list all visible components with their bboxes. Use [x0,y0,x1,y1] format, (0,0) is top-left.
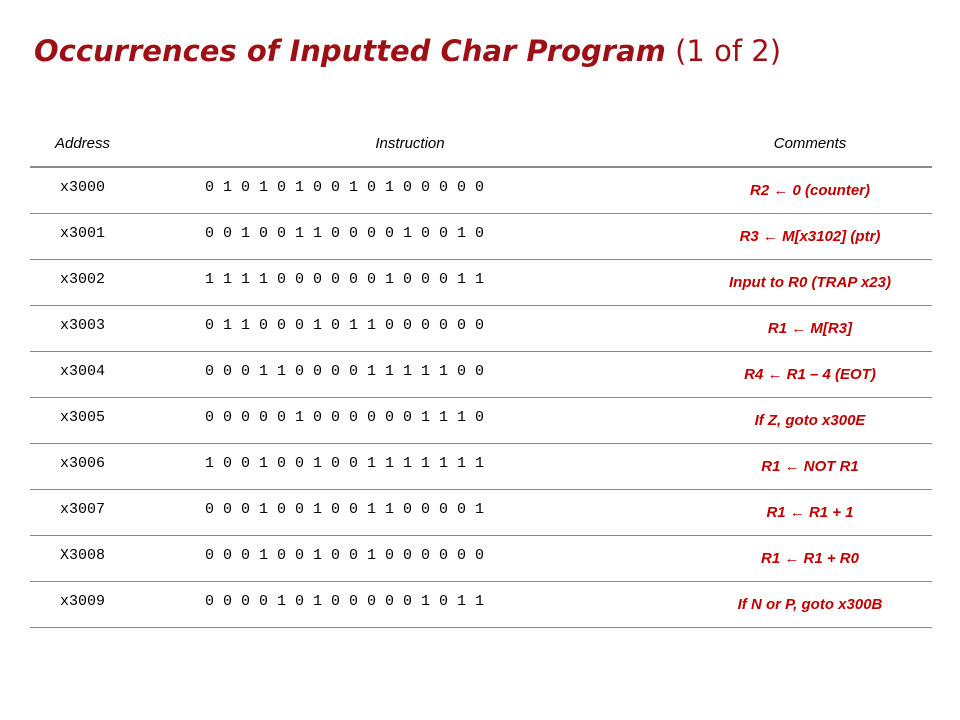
address-cell: x3007 [59,501,105,518]
comment-cell: R1 ← R1 + R0 [761,550,859,567]
table-row [30,536,932,582]
address-cell: X3008 [59,547,105,564]
table-row [30,168,932,214]
slide-title [34,34,781,68]
comment-cell: Input to R0 (TRAP x23) [729,274,891,291]
comment-cell: R4 ← R1 – 4 (EOT) [744,366,876,383]
instruction-cell: 0 1 1 0 0 0 1 0 1 1 0 0 0 0 0 0 [205,317,485,334]
instruction-cell: 0 0 1 0 0 1 1 0 0 0 0 1 0 0 1 0 [205,225,485,242]
comment-cell: If N or P, goto x300B [737,596,883,613]
address-cell: x3000 [59,179,105,196]
comment-cell: If Z, goto x300E [754,412,866,429]
comment-cell: R3 ← M[x3102] (ptr) [739,228,881,245]
comment-cell: R1 ← R1 + 1 [766,504,854,521]
comment-cell: R1 ← NOT R1 [761,458,859,475]
table-row [30,352,932,398]
table-row [30,214,932,260]
instruction-cell: 1 0 0 1 0 0 1 0 0 1 1 1 1 1 1 1 [205,455,485,472]
comment-cell: R2 ← 0 (counter) [749,182,870,199]
comment-cell: R1 ← M[R3] [767,320,853,337]
address-cell: x3005 [59,409,105,426]
table-header [30,122,932,168]
header-comments: Comments [773,135,847,152]
instruction-cell: 0 0 0 0 0 1 0 0 0 0 0 0 1 1 1 0 [205,409,485,426]
slide-title-main: Occurrences of Inputted Char Program [34,34,666,68]
header-address: Address [54,135,111,152]
table-row [30,444,932,490]
instruction-cell: 0 1 0 1 0 1 0 0 1 0 1 0 0 0 0 0 [205,179,485,196]
table-row [30,398,932,444]
table-row [30,260,932,306]
slide-title-part: (1 of 2) [675,34,782,68]
table-row [30,490,932,536]
instruction-table [30,122,932,628]
table-row [30,306,932,352]
instruction-cell: 0 0 0 1 1 0 0 0 0 1 1 1 1 1 0 0 [205,363,485,380]
address-cell: x3006 [59,455,105,472]
instruction-cell: 1 1 1 1 0 0 0 0 0 0 1 0 0 0 1 1 [205,271,485,288]
header-instruction: Instruction [375,135,445,152]
address-cell: x3004 [59,363,105,380]
instruction-cell: 0 0 0 0 1 0 1 0 0 0 0 0 1 0 1 1 [205,593,485,610]
address-cell: x3002 [59,271,105,288]
instruction-cell: 0 0 0 1 0 0 1 0 0 1 1 0 0 0 0 1 [205,501,485,518]
address-cell: x3001 [59,225,105,242]
address-cell: x3009 [59,593,105,610]
instruction-cell: 0 0 0 1 0 0 1 0 0 1 0 0 0 0 0 0 [205,547,485,564]
table-row [30,582,932,628]
address-cell: x3003 [59,317,105,334]
